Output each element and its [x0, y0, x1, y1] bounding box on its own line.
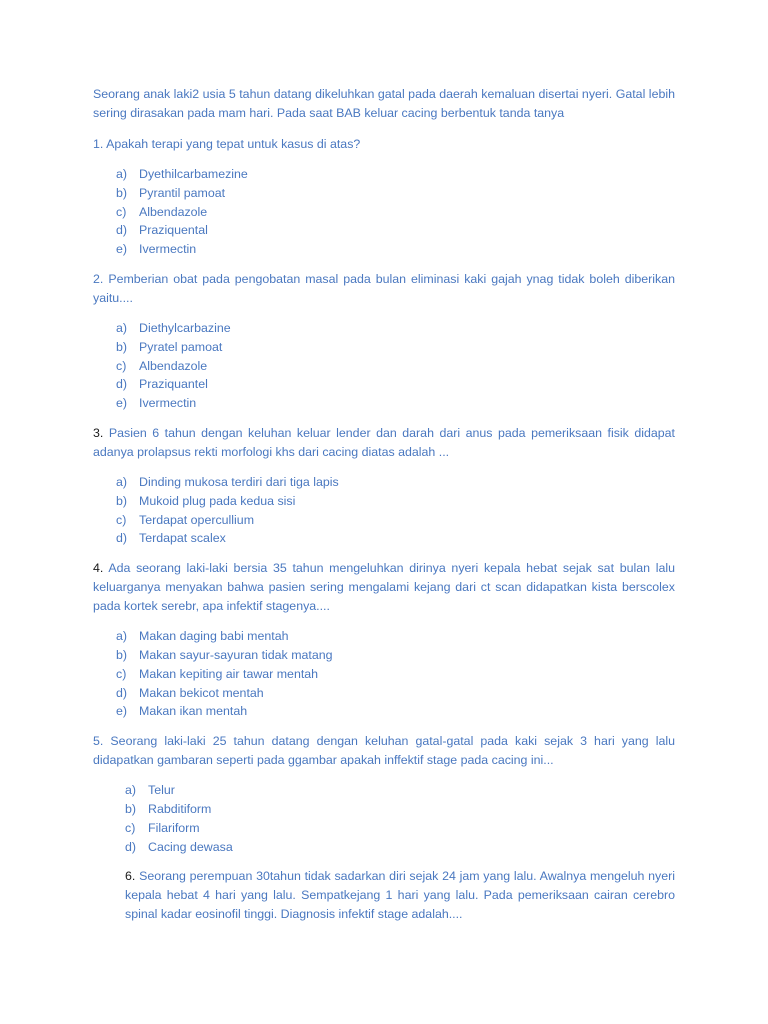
- question-number: 3.: [93, 425, 104, 440]
- question-text: Pemberian obat pada pengobatan masal pada bulan eliminasi kaki gajah ynag tidak boleh diberikan yaitu....: [93, 271, 675, 305]
- option-d: [93, 529, 675, 548]
- options-list: [93, 165, 675, 259]
- question-4: [93, 559, 675, 616]
- option-letter: c): [116, 512, 127, 527]
- question-number: 4.: [93, 561, 104, 576]
- option-letter: a): [116, 320, 128, 335]
- options-list: [93, 627, 675, 721]
- option-text: Albendazole: [139, 204, 208, 219]
- option-letter: a): [116, 629, 128, 644]
- option-a: [93, 473, 675, 492]
- option-text: Pyrantil pamoat: [139, 185, 226, 200]
- question-2: [93, 270, 675, 308]
- option-c: [93, 203, 675, 222]
- option-b: [93, 338, 675, 357]
- document-page: [93, 85, 675, 924]
- option-letter: d): [116, 377, 128, 392]
- option-letter: a): [116, 167, 128, 181]
- option-letter: e): [116, 242, 128, 257]
- option-letter: d): [116, 223, 128, 238]
- option-letter: a): [116, 474, 128, 489]
- option-a: [93, 319, 675, 338]
- option-letter: c): [116, 358, 127, 373]
- option-c: [93, 819, 675, 838]
- option-text: Makan sayur-sayuran tidak matang: [139, 647, 333, 662]
- option-letter: c): [125, 820, 136, 835]
- option-a: [93, 781, 675, 800]
- question-number: 1.: [93, 137, 104, 151]
- option-letter: c): [116, 204, 127, 219]
- option-text: Praziquental: [139, 223, 208, 238]
- option-text: Makan daging babi mentah: [139, 629, 289, 644]
- question-text: Ada seorang laki-laki bersia 35 tahun mengeluhkan dirinya nyeri kepala hebat sejak sat bulan lalu keluarganya menyakan bahwa pasien sering mengalami kejang dari ct scan didapatkan kista berscolex pada kortek serebr, apa infektif stagenya....: [93, 561, 676, 614]
- option-d: [93, 684, 675, 703]
- options-list: [93, 319, 675, 413]
- option-letter: b): [116, 339, 128, 354]
- option-e: [93, 394, 675, 413]
- option-b: [93, 646, 675, 665]
- option-text: Telur: [148, 783, 175, 798]
- option-letter: d): [125, 839, 137, 854]
- option-c: [93, 665, 675, 684]
- option-text: Dyethilcarbamezine: [139, 167, 248, 181]
- case-intro: Seorang anak laki2 usia 5 tahun datang dikeluhkan gatal pada daerah kemaluan disertai nyeri. Gatal lebih sering dirasakan pada mam hari. Pada saat BAB keluar cacing berbentuk tanda tanya: [93, 87, 675, 120]
- option-d: [93, 375, 675, 394]
- option-letter: e): [116, 396, 128, 411]
- option-text: Praziquantel: [139, 377, 208, 392]
- option-a: [93, 627, 675, 646]
- option-text: Ivermectin: [139, 396, 197, 411]
- option-text: Mukoid plug pada kedua sisi: [139, 493, 296, 508]
- option-e: [93, 702, 675, 721]
- question-text: Seorang laki-laki 25 tahun datang dengan keluhan gatal-gatal pada kaki sejak 3 hari yang lalu didapatkan gambaran seperti pada ggambar apakah inffektif stage pada cacing ini...: [93, 734, 675, 768]
- option-text: Makan bekicot mentah: [139, 685, 264, 700]
- option-letter: b): [125, 801, 137, 816]
- option-text: Albendazole: [139, 358, 208, 373]
- option-text: Terdapat scalex: [139, 531, 226, 546]
- options-list: [93, 473, 675, 548]
- option-a: [93, 165, 675, 184]
- option-text: Cacing dewasa: [148, 839, 233, 854]
- option-d: [93, 838, 675, 857]
- option-b: [93, 184, 675, 203]
- option-letter: e): [116, 704, 128, 719]
- option-b: [93, 800, 675, 819]
- question-number: 5.: [93, 734, 104, 749]
- question-1: [93, 135, 675, 154]
- option-text: Makan kepiting air tawar mentah: [139, 666, 319, 681]
- option-letter: d): [116, 531, 128, 546]
- option-c: [93, 357, 675, 376]
- option-letter: b): [116, 185, 128, 200]
- question-text: Pasien 6 tahun dengan keluhan keluar lender dan darah dari anus pada pemeriksaan fisik didapat adanya prolapsus rekti morfologi khs dari cacing diatas adalah ...: [93, 425, 675, 459]
- option-text: Filariform: [148, 820, 200, 835]
- option-letter: d): [116, 685, 128, 700]
- option-letter: b): [116, 493, 128, 508]
- option-letter: c): [116, 666, 127, 681]
- option-letter: b): [116, 647, 128, 662]
- option-text: Diethylcarbazine: [139, 320, 231, 335]
- option-letter: a): [125, 783, 137, 798]
- question-number: 6.: [125, 869, 136, 884]
- question-5: [93, 732, 675, 770]
- question-3: [93, 424, 675, 462]
- options-list: [93, 781, 675, 856]
- question-text: Apakah terapi yang tepat untuk kasus di atas?: [106, 137, 361, 151]
- option-text: Makan ikan mentah: [139, 704, 248, 719]
- option-e: [93, 240, 675, 259]
- option-d: [93, 221, 675, 240]
- option-text: Rabditiform: [148, 801, 212, 816]
- option-text: Ivermectin: [139, 242, 197, 257]
- question-6: [125, 867, 675, 924]
- option-text: Pyratel pamoat: [139, 339, 223, 354]
- option-c: [93, 511, 675, 530]
- question-text: Seorang perempuan 30tahun tidak sadarkan diri sejak 24 jam yang lalu. Awalnya mengeluh nyeri kepala hebat 4 hari yang lalu. Sempatkejang 1 hari yang lalu. Pada pemeriksaan cairan cerebro spinal kadar eosinofil tinggi. Diagnosis infektif stage adalah....: [125, 869, 675, 922]
- question-number: 2.: [93, 271, 104, 286]
- option-text: Dinding mukosa terdiri dari tiga lapis: [139, 474, 339, 489]
- option-text: Terdapat opercullium: [139, 512, 255, 527]
- option-b: [93, 492, 675, 511]
